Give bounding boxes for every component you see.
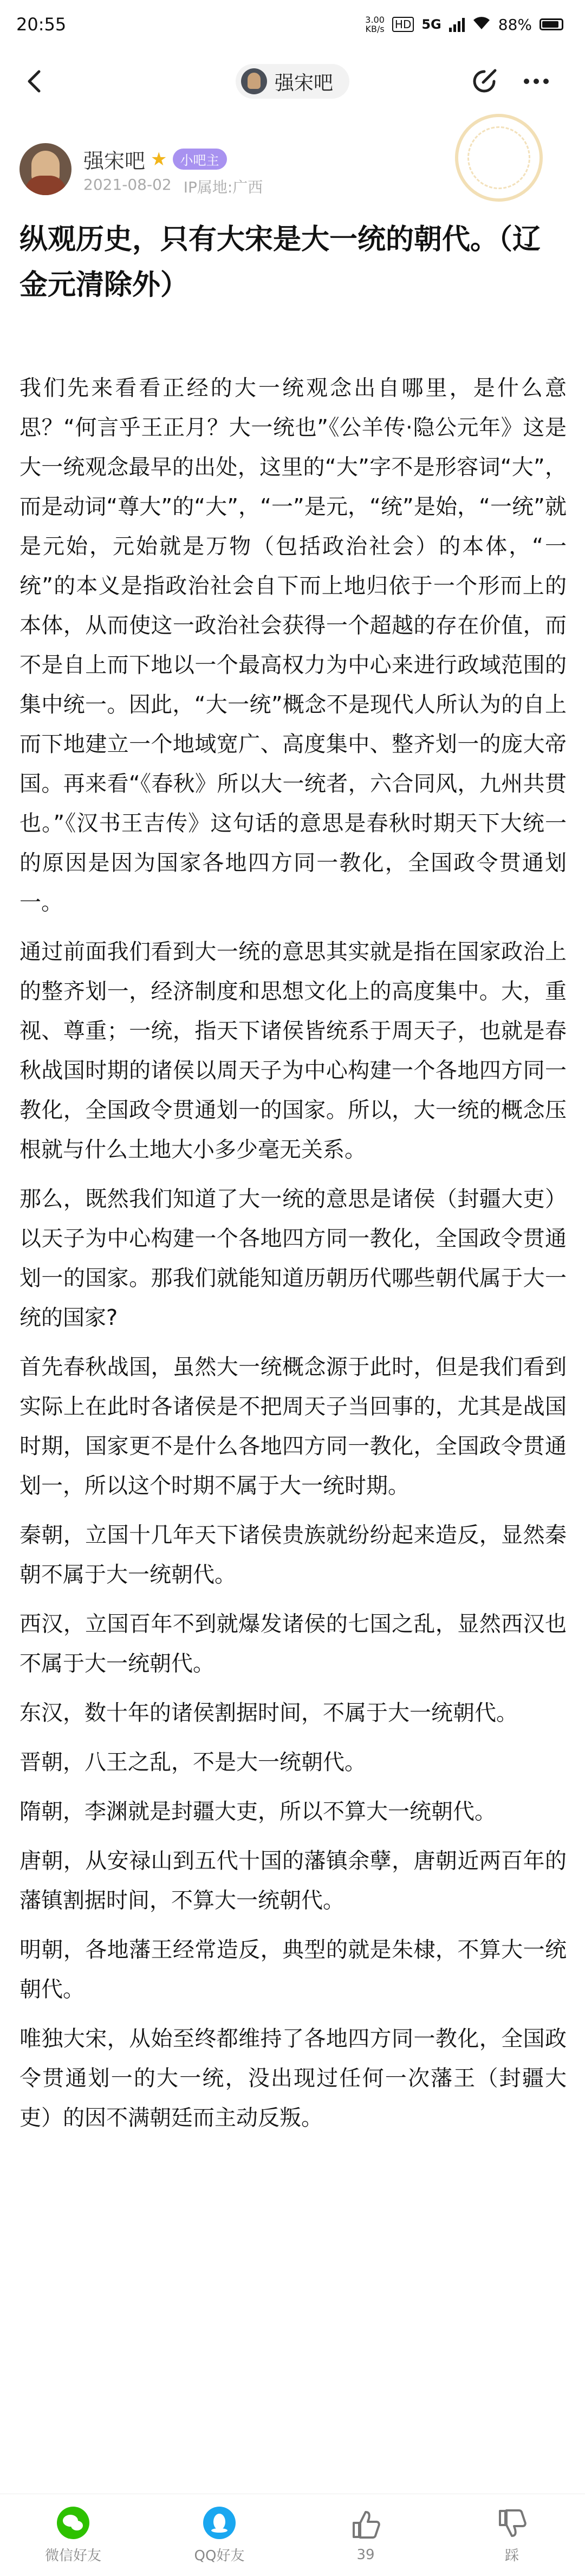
paragraph: 我们先来看看正经的大一统观念出自哪里，是什么意思？“何言乎王正月？大一统也”《公羊传·隐公元年》这是大一统观念最早的出处，这里的“大”字不是形容词“大”，而是动词“尊大”的“大”，“一”是元，“统”是始，“一统”就是元始，元始就是万物（包括政治社会）的本体，“一统”的本义是指政治社会自下而上地归依于一个形而上的本体，从而使这一政治社会获得一个超越的存在价值，而不是自上而下地以一个最高权力为中心来进行政域范围的集中统一。因此，“大一统”概念不是现代人所认为的自上而下地建立一个地域宽广、高度集中、整齐划一的庞大帝国。再来看“《春秋》所以大一统者，六合同风，九州共贯也。”《汉书王吉传》这句话的意思是春秋时期天下大统一的原因是因为国家各地四方同一教化，全国政令贯通划一。 (20, 376, 567, 915)
back-button[interactable] (20, 65, 52, 98)
wechat-icon (56, 2506, 90, 2540)
like-button[interactable] (292, 2494, 439, 2576)
network-type: 5G (421, 17, 441, 32)
ip-location: IP属地:广西 (183, 178, 263, 196)
top-nav-bar (0, 49, 585, 114)
battery-icon (540, 18, 563, 30)
net-speed-value: 3.00 (365, 15, 385, 25)
battery-percent: 88% (498, 15, 532, 34)
net-speed-unit: KB/s (365, 24, 385, 34)
back-arrow-icon (20, 65, 52, 98)
forum-title: 强宋吧 (274, 72, 334, 94)
edit-button[interactable] (468, 65, 500, 98)
star-icon: ★ (151, 148, 167, 170)
paragraph: 西汉，立国百年不到就爆发诸侯的七国之乱，显然西汉也不属于大一统朝代。 (20, 1612, 567, 1676)
like-count: 39 (356, 2546, 375, 2563)
post-body (20, 369, 567, 2148)
paragraph: 通过前面我们看到大一统的意思其实就是指在国家政治上的整齐划一，经济制度和思想文化上的高度集中。大，重视、尊重；一统，指天下诸侯皆统系于周天子，也就是春秋战国时期的诸侯以周天子为中心构建一个各地四方同一教化，全国政令贯通划一的国家。所以，大一统的概念压根就与什么土地大小多少毫无关系。 (20, 939, 567, 1162)
wechat-label: 微信好友 (44, 2548, 101, 2564)
forum-chip[interactable] (236, 64, 349, 99)
paragraph: 明朝，各地藩王经常造反，典型的就是朱棣，不算大一统朝代。 (20, 1937, 567, 2002)
more-button[interactable] (520, 65, 552, 98)
paragraph: 东汉，数十年的诸侯割据时间，不属于大一统朝代。 (20, 1701, 518, 1725)
author-name-row (83, 144, 227, 174)
author-avatar[interactable] (20, 143, 72, 195)
dislike-button[interactable] (439, 2494, 585, 2576)
status-icons (365, 15, 563, 34)
signal-icon (449, 17, 465, 32)
bottom-action-bar (0, 2494, 585, 2576)
forum-avatar (241, 68, 267, 94)
paragraph: 唐朝，从安禄山到五代十国的藩镇余孽，唐朝近两百年的藩镇割据时间，不算大一统朝代。 (20, 1849, 567, 1913)
share-wechat-button[interactable] (0, 2494, 146, 2576)
dislike-label: 踩 (504, 2548, 519, 2564)
post-date: 2021-08-02 (83, 176, 172, 194)
paragraph: 隋朝，李渊就是封疆大吏，所以不算大一统朝代。 (20, 1799, 496, 1824)
wifi-icon (472, 15, 491, 34)
paragraph: 首先春秋战国，虽然大一统概念源于此时，但是我们看到实际上在此时各诸侯是不把周天子当回事的，尤其是战国时期，国家更不是什么各地四方同一教化，全国政令贯通划一，所以这个时期不属于大一统时期。 (20, 1355, 567, 1498)
status-bar (0, 0, 585, 49)
paragraph: 秦朝，立国十几年天下诸侯贵族就纷纷起来造反，显然秦朝不属于大一统朝代。 (20, 1523, 567, 1587)
author-meta (83, 176, 263, 197)
qq-label: QQ好友 (194, 2548, 245, 2564)
thumbs-down-icon (495, 2506, 529, 2540)
edit-icon (468, 65, 500, 98)
qq-icon (202, 2506, 237, 2540)
paragraph: 唯独大宋，从始至终都维持了各地四方同一教化，全国政令贯通划一的大一统，没出现过任何一次藩王（封疆大吏）的因不满朝廷而主动反叛。 (20, 2026, 567, 2130)
paragraph: 晋朝，八王之乱，不是大一统朝代。 (20, 1750, 366, 1775)
share-qq-button[interactable] (146, 2494, 292, 2576)
hd-icon: HD (392, 17, 414, 32)
status-time: 20:55 (16, 14, 67, 35)
net-speed (365, 15, 385, 34)
post-title: 纵观历史，只有大宋是大一统的朝代。（辽金元清除外） (20, 223, 541, 301)
thumbs-up-icon (348, 2508, 383, 2542)
paragraph: 那么，既然我们知道了大一统的意思是诸侯（封疆大吏）以天子为中心构建一个各地四方同一教化，全国政令贯通划一的国家。那我们就能知道历朝历代哪些朝代属于大一统的国家? (20, 1187, 567, 1330)
moderator-badge: 小吧主 (173, 149, 227, 170)
author-name[interactable]: 强宋吧 (83, 149, 146, 173)
more-icon (520, 65, 552, 98)
